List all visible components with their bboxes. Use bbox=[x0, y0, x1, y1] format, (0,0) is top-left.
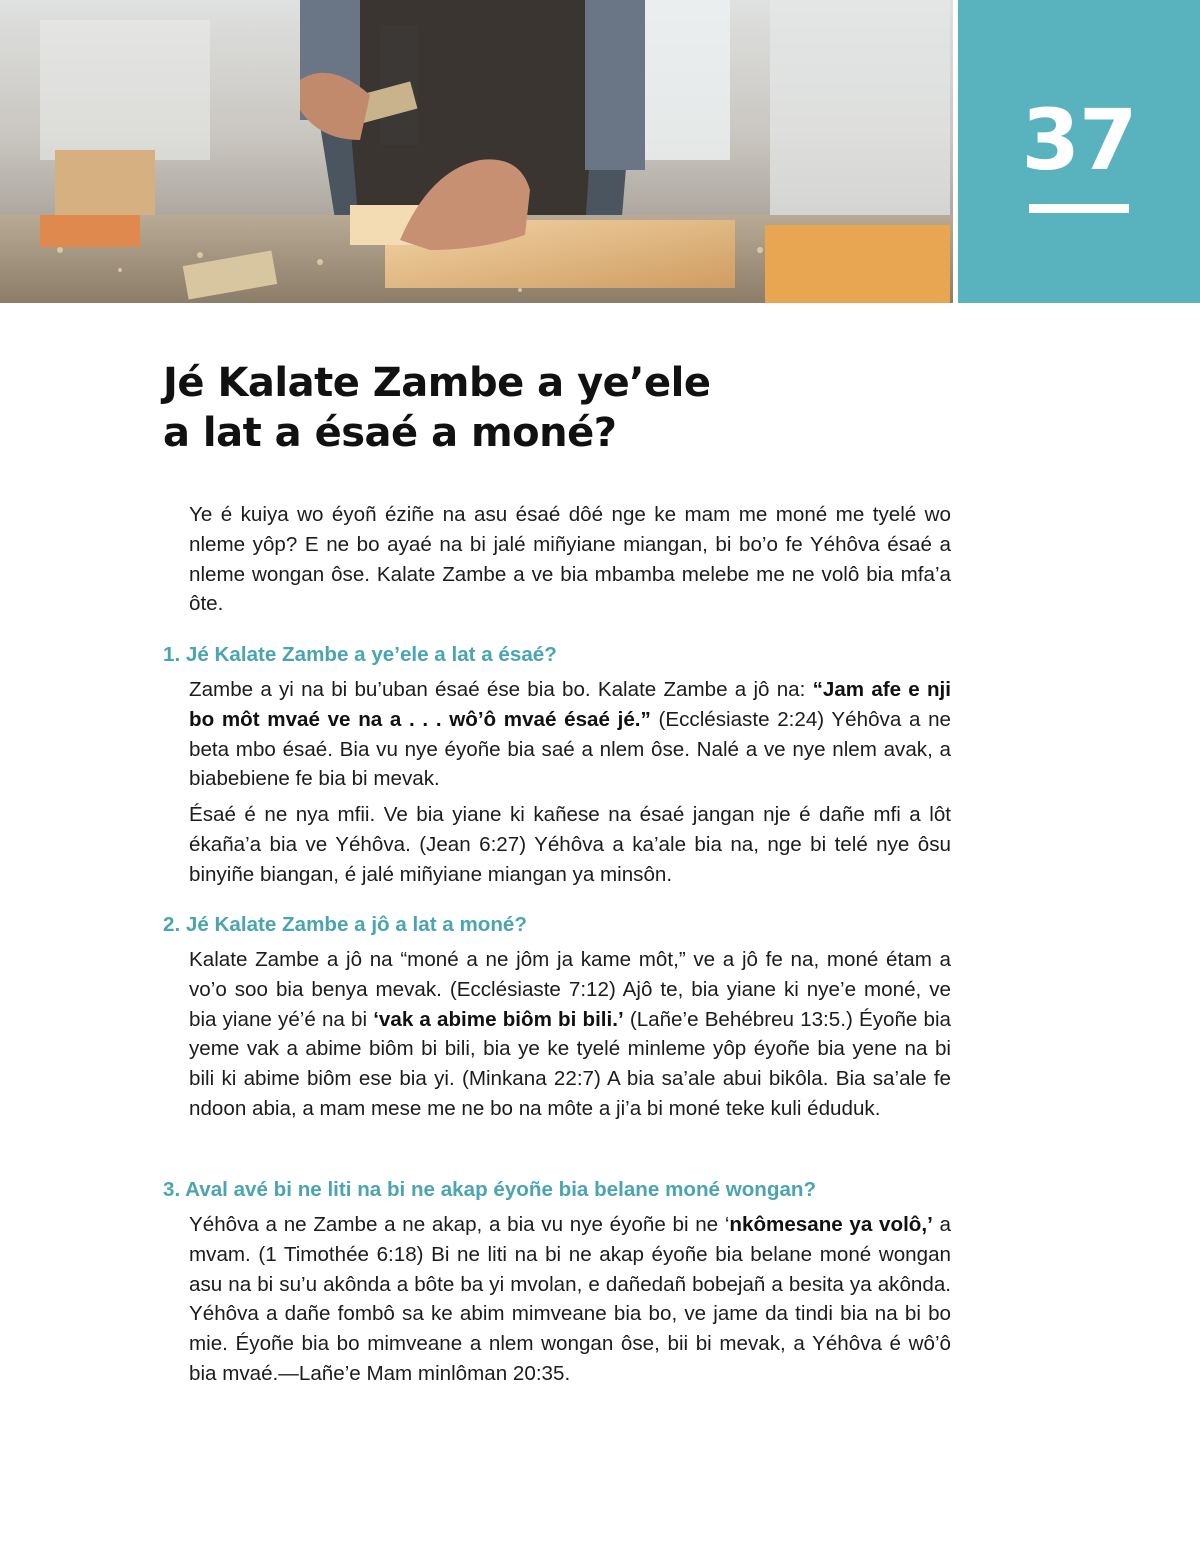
carpenter-illustration bbox=[0, 0, 953, 303]
page-title bbox=[163, 358, 943, 458]
lesson-number-panel bbox=[958, 0, 1200, 303]
section-2-paragraph-1: Kalate Zambe a jô na “moné a ne jôm ja kame môt,” ve a jô fe na, moné étam a vo’o soo bia benya mevak. (Ecclésiaste 7:12) Ajô te, bia yiane ki nye’e moné, ve bia yiane yé’é na bi ‘vak a abime biôm bi bili.’ (Lañe’e Behébreu 13:5.) Éyoñe bia yeme vak a abime biôm bi bili, bia ye ke tyelé minleme yôp éyoñe bia yene na bi bili ki abime biôm ese bia yi. (Minkana 22:7) A bia sa’ale abui bikôla. Bia sa’ale fe ndoon abia, a mam mese me ne bo na môte a ji’a bi moné teke kuli éduduk. bbox=[189, 948, 951, 1120]
intro-paragraph: Ye é kuiya wo éyoñ éziñe na asu ésaé dôé nge ke mam me moné me tyelé wo nleme yôp? E ne bo ayaé na bi jalé miñyiane miangan, bi bo’o fe Yéhôva ésaé a nleme wongan ôse. Kalate Zambe a ve bia mbamba melebe me ne volô bia mfa’a ôte. bbox=[189, 503, 951, 616]
section-3-heading: 3. Aval avé bi ne liti na bi ne akap éyoñe bia belane moné wongan? bbox=[163, 1178, 817, 1201]
section-3-paragraph-1: Yéhôva a ne Zambe a ne akap, a bia vu nye éyoñe bi ne ‘nkômesane ya volô,’ a mvam. (1 Timothée 6:18) Bi ne liti na bi ne akap éyoñe bia belane moné wongan asu na bi su’u akônda a bôte ba yi mvolan, e dañedañ bobejañ a besita ya akônda. Yéhôva a dañe fombô sa ke abim mimveane bia bo, ve jame da tindi bia na bi bo mie. Éyoñe bia bo mimveane a nlem wongan ôse, bii bi mevak, a Yéhôva é wô’ô bia mvaé.—Lañe’e Mam minlôman 20:35. bbox=[189, 1213, 951, 1385]
header-photo bbox=[0, 0, 953, 303]
page-title-line-1: Jé Kalate Zambe a ye’ele bbox=[163, 360, 711, 406]
section-1-heading: 1. Jé Kalate Zambe a ye’ele a lat a ésaé? bbox=[163, 643, 557, 666]
page-title-line-2: a lat a ésaé a moné? bbox=[163, 410, 617, 456]
section-1-paragraph-1: Zambe a yi na bi bu’uban ésaé ése bia bo. Kalate Zambe a jô na: “Jam afe e nji bo môt mvaé ve na a . . . wô’ô mvaé ésaé jé.” (Ecclésiaste 2:24) Yéhôva a ne beta mbo ésaé. Bia vu nye éyoñe bia saé a nlem ôse. Nalé a ve nye nlem avak, a biabebiene fe bia bi mevak. bbox=[189, 678, 952, 791]
section-1-paragraph-2: Ésaé é ne nya mfii. Ve bia yiane ki kañese na ésaé jangan nje é dañe mfi a lôt ékaña’a bia ve Yéhôva. (Jean 6:27) Yéhôva a ka’ale bia na, nge bi telé nye ôsu binyiñe biangan, é jalé miñyiane miangan ya minsôn. bbox=[189, 803, 951, 886]
lesson-number: 37 bbox=[1021, 91, 1137, 189]
lesson-number-rule bbox=[1029, 204, 1129, 213]
section-2-heading: 2. Jé Kalate Zambe a jô a lat a moné? bbox=[163, 913, 527, 936]
